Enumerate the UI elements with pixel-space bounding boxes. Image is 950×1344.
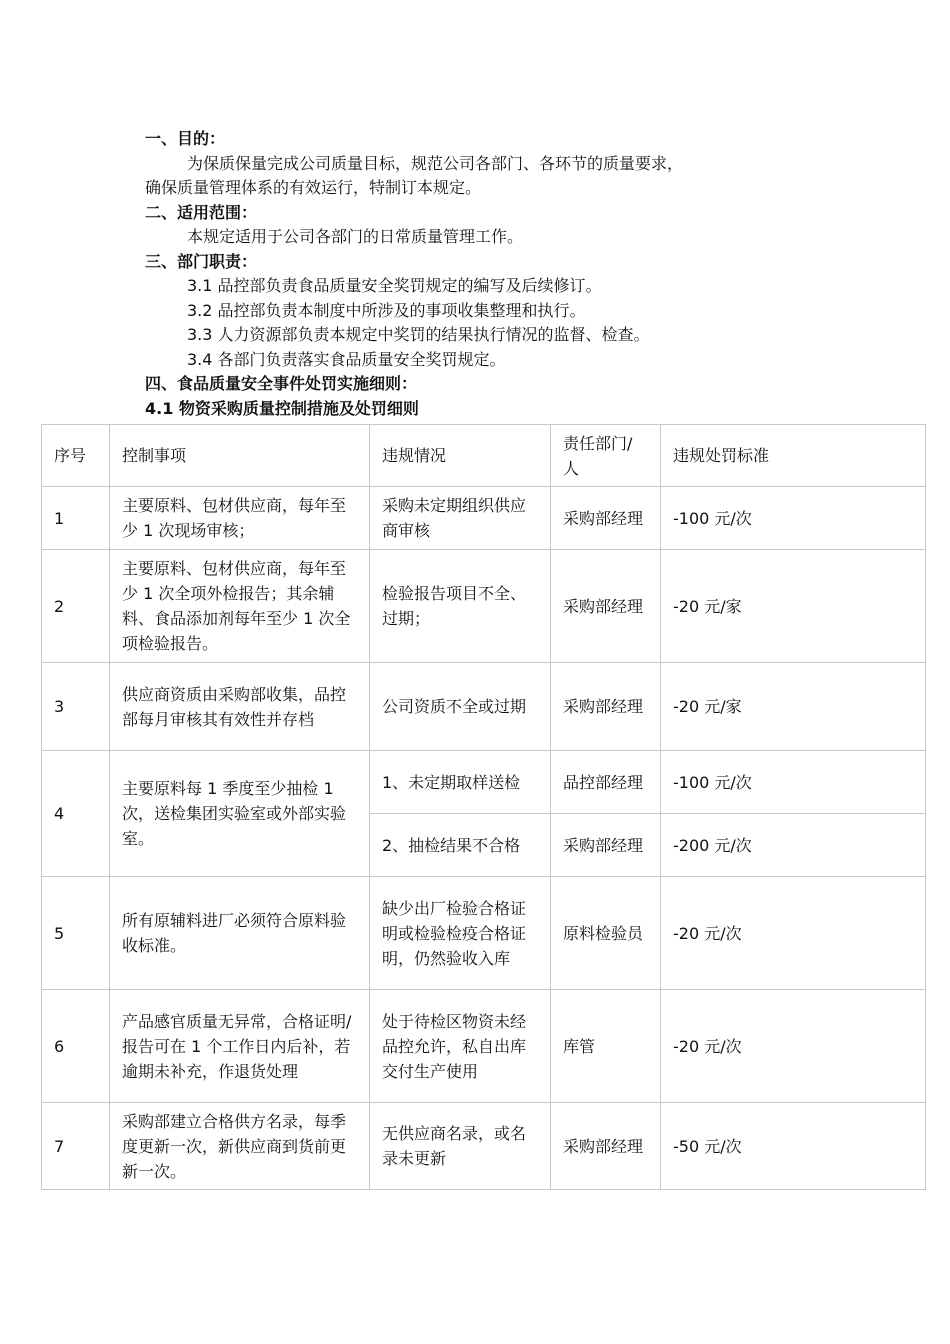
table-row	[42, 663, 926, 751]
section-2-heading: 二、适用范围：	[145, 202, 258, 222]
row-no: 2	[42, 550, 110, 663]
row-penalty: -20 元/家	[661, 663, 926, 751]
row-violation: 1、未定期取样送检	[370, 751, 551, 814]
row-violation: 检验报告项目不全、过期；	[370, 550, 551, 663]
table-row	[42, 877, 926, 990]
duty-item-2: 3.2 品控部负责本制度中所涉及的事项收集整理和执行。	[187, 300, 586, 320]
row-violation: 公司资质不全或过期	[370, 663, 551, 751]
row-owner: 采购部经理	[551, 487, 661, 550]
section-1-body-line1: 为保质保量完成公司质量目标，规范公司各部门、各环节的质量要求，	[187, 153, 684, 173]
row-item: 采购部建立合格供方名录，每季度更新一次，新供应商到货前更新一次。	[110, 1103, 370, 1190]
row-penalty: -20 元/家	[661, 550, 926, 663]
row-no: 4	[42, 751, 110, 877]
table-header-row	[42, 425, 926, 487]
section-2-body: 本规定适用于公司各部门的日常质量管理工作。	[187, 227, 524, 246]
row-penalty: -100 元/次	[661, 751, 926, 814]
row-no: 1	[42, 487, 110, 550]
row-owner: 原料检验员	[551, 877, 661, 990]
row-owner: 采购部经理	[551, 663, 661, 751]
section-4-heading: 四、食品质量安全事件处罚实施细则：	[145, 374, 418, 393]
section-1-heading: 一、目的：	[145, 129, 226, 148]
row-penalty: -200 元/次	[661, 814, 926, 877]
table-row	[42, 550, 926, 663]
header-penalty: 违规处罚标准	[661, 425, 926, 487]
row-owner: 采购部经理	[551, 1103, 661, 1190]
row-no: 3	[42, 663, 110, 751]
row-penalty: -20 元/次	[661, 877, 926, 990]
row-violation: 处于待检区物资未经品控允许，私自出库交付生产使用	[370, 990, 551, 1103]
row-item: 主要原料、包材供应商，每年至少 1 次现场审核；	[110, 487, 370, 550]
row-owner: 品控部经理	[551, 751, 661, 814]
row-item: 供应商资质由采购部收集，品控部每月审核其有效性并存档	[110, 663, 370, 751]
table-row	[42, 751, 926, 814]
row-no: 5	[42, 877, 110, 990]
header-no: 序号	[42, 425, 110, 487]
row-violation: 采购未定期组织供应商审核	[370, 487, 551, 550]
row-owner: 采购部经理	[551, 550, 661, 663]
header-item: 控制事项	[110, 425, 370, 487]
duty-item-3: 3.3 人力资源部负责本规定中奖罚的结果执行情况的监督、检查。	[187, 325, 650, 344]
table-row	[42, 1103, 926, 1190]
table-row	[42, 990, 926, 1103]
row-item: 所有原辅料进厂必须符合原料验收标准。	[110, 877, 370, 990]
row-penalty: -20 元/次	[661, 990, 926, 1103]
row-item: 产品感官质量无异常，合格证明/报告可在 1 个工作日内后补，若逾期未补充，作退货处理	[110, 990, 370, 1103]
row-owner: 库管	[551, 990, 661, 1103]
row-no: 6	[42, 990, 110, 1103]
section-1-body-line2: 确保质量管理体系的有效运行，特制订本规定。	[145, 178, 482, 197]
row-owner: 采购部经理	[551, 814, 661, 877]
header-owner: 责任部门/人	[551, 425, 661, 487]
row-item: 主要原料每 1 季度至少抽检 1 次，送检集团实验室或外部实验室。	[110, 751, 370, 877]
row-violation: 缺少出厂检验合格证明或检验检疫合格证明，仍然验收入库	[370, 877, 551, 990]
table-row	[42, 487, 926, 550]
duty-item-4: 3.4 各部门负责落实食品质量安全奖罚规定。	[187, 349, 506, 369]
row-violation: 2、抽检结果不合格	[370, 814, 551, 877]
penalty-table	[41, 424, 926, 1190]
duty-item-1: 3.1 品控部负责食品质量安全奖罚规定的编写及后续修订。	[187, 276, 602, 295]
header-violation: 违规情况	[370, 425, 551, 487]
section-3-heading: 三、部门职责：	[145, 251, 258, 271]
document-body	[145, 127, 845, 421]
row-penalty: -100 元/次	[661, 487, 926, 550]
row-penalty: -50 元/次	[661, 1103, 926, 1190]
section-4-subheading: 4.1 物资采购质量控制措施及处罚细则	[145, 398, 419, 418]
row-violation: 无供应商名录，或名录未更新	[370, 1103, 551, 1190]
row-item: 主要原料、包材供应商，每年至少 1 次全项外检报告；其余辅料、食品添加剂每年至少 1 次全项检验报告。	[110, 550, 370, 663]
row-no: 7	[42, 1103, 110, 1190]
